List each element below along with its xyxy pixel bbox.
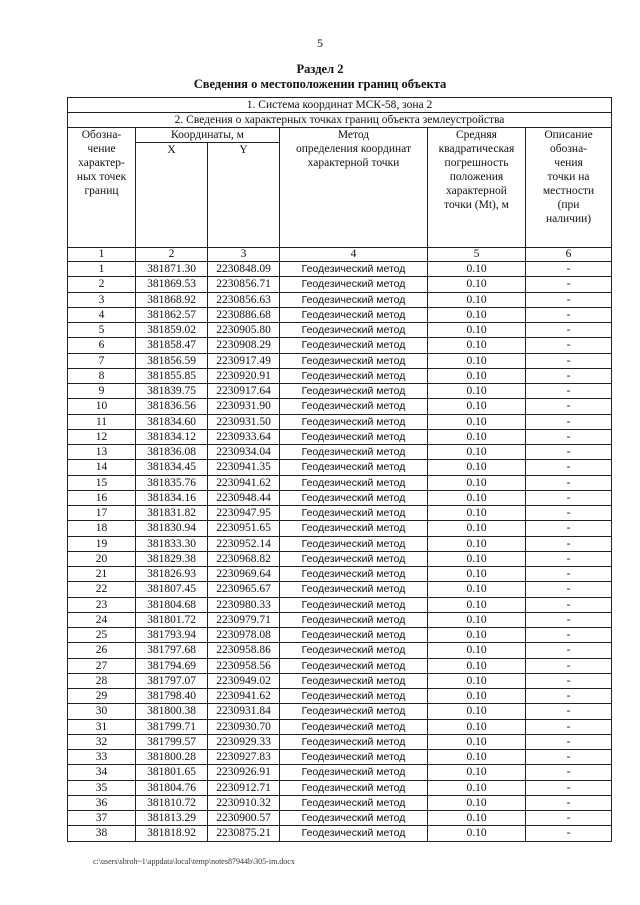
y-coordinate-cell: 2230949.02 [208,673,280,688]
point-number-cell: 2 [68,277,136,292]
method-cell: Геодезический метод [280,826,428,841]
point-number-cell: 4 [68,307,136,322]
description-cell: - [526,292,612,307]
table-row [68,597,612,612]
method-cell: Геодезический метод [280,719,428,734]
x-coordinate-cell: 381829.38 [136,551,208,566]
point-number-cell: 9 [68,384,136,399]
point-number-cell: 31 [68,719,136,734]
point-number-cell: 14 [68,460,136,475]
table-row [68,826,612,841]
description-cell: - [526,567,612,582]
x-coordinate-cell: 381834.60 [136,414,208,429]
y-coordinate-cell: 2230934.04 [208,445,280,460]
table-row [68,780,612,795]
y-coordinate-cell: 2230978.08 [208,628,280,643]
table-row [68,704,612,719]
table-row [68,582,612,597]
method-cell: Геодезический метод [280,536,428,551]
description-cell: - [526,506,612,521]
x-coordinate-cell: 381794.69 [136,658,208,673]
table-row [68,658,612,673]
error-cell: 0.10 [428,368,526,383]
method-cell: Геодезический метод [280,307,428,322]
boundary-points-table [67,97,612,842]
table-row [68,689,612,704]
error-cell: 0.10 [428,323,526,338]
method-cell: Геодезический метод [280,567,428,582]
header-x: X [136,143,208,248]
error-cell: 0.10 [428,811,526,826]
x-coordinate-cell: 381810.72 [136,795,208,810]
method-cell: Геодезический метод [280,399,428,414]
error-cell: 0.10 [428,490,526,505]
point-number-cell: 26 [68,643,136,658]
y-coordinate-cell: 2230941.62 [208,475,280,490]
point-number-cell: 19 [68,536,136,551]
y-coordinate-cell: 2230927.83 [208,750,280,765]
x-coordinate-cell: 381804.76 [136,780,208,795]
method-cell: Геодезический метод [280,673,428,688]
point-number-cell: 10 [68,399,136,414]
x-coordinate-cell: 381839.75 [136,384,208,399]
y-coordinate-cell: 2230856.63 [208,292,280,307]
y-coordinate-cell: 2230856.71 [208,277,280,292]
x-coordinate-cell: 381836.56 [136,399,208,414]
method-cell: Геодезический метод [280,628,428,643]
description-cell: - [526,750,612,765]
y-coordinate-cell: 2230931.90 [208,399,280,414]
x-coordinate-cell: 381834.16 [136,490,208,505]
table-row [68,460,612,475]
error-cell: 0.10 [428,628,526,643]
y-coordinate-cell: 2230951.65 [208,521,280,536]
error-cell: 0.10 [428,445,526,460]
y-coordinate-cell: 2230875.21 [208,826,280,841]
x-coordinate-cell: 381834.45 [136,460,208,475]
x-coordinate-cell: 381801.65 [136,765,208,780]
y-coordinate-cell: 2230908.29 [208,338,280,353]
point-number-cell: 29 [68,689,136,704]
method-cell: Геодезический метод [280,765,428,780]
error-cell: 0.10 [428,780,526,795]
y-coordinate-cell: 2230905.80 [208,323,280,338]
description-cell: - [526,826,612,841]
y-coordinate-cell: 2230947.95 [208,506,280,521]
table-row [68,551,612,566]
x-coordinate-cell: 381799.57 [136,734,208,749]
point-number-cell: 1 [68,262,136,277]
x-coordinate-cell: 381793.94 [136,628,208,643]
y-coordinate-cell: 2230979.71 [208,612,280,627]
x-coordinate-cell: 381856.59 [136,353,208,368]
y-coordinate-cell: 2230917.49 [208,353,280,368]
description-cell: - [526,490,612,505]
point-number-cell: 23 [68,597,136,612]
description-cell: - [526,795,612,810]
table-row [68,368,612,383]
table-row [68,521,612,536]
x-coordinate-cell: 381804.68 [136,597,208,612]
x-coordinate-cell: 381835.76 [136,475,208,490]
description-cell: - [526,811,612,826]
error-cell: 0.10 [428,643,526,658]
table-row [68,399,612,414]
point-number-cell: 30 [68,704,136,719]
description-cell: - [526,765,612,780]
y-coordinate-cell: 2230958.56 [208,658,280,673]
error-cell: 0.10 [428,734,526,749]
error-cell: 0.10 [428,338,526,353]
description-cell: - [526,551,612,566]
error-cell: 0.10 [428,567,526,582]
column-number: 3 [208,248,280,262]
error-cell: 0.10 [428,551,526,566]
description-cell: - [526,643,612,658]
method-cell: Геодезический метод [280,353,428,368]
error-cell: 0.10 [428,795,526,810]
x-coordinate-cell: 381801.72 [136,612,208,627]
description-cell: - [526,521,612,536]
table-row [68,490,612,505]
table-row [68,292,612,307]
description-cell: - [526,689,612,704]
y-coordinate-cell: 2230886.68 [208,307,280,322]
table-row [68,506,612,521]
error-cell: 0.10 [428,689,526,704]
x-coordinate-cell: 381836.08 [136,445,208,460]
section-subtitle: Сведения о местоположении границ объекта [193,77,447,91]
points-info-row: 2. Сведения о характерных точках границ объекта землеустройства [68,113,612,128]
description-cell: - [526,445,612,460]
y-coordinate-cell: 2230933.64 [208,429,280,444]
error-cell: 0.10 [428,704,526,719]
error-cell: 0.10 [428,582,526,597]
method-cell: Геодезический метод [280,780,428,795]
point-number-cell: 15 [68,475,136,490]
description-cell: - [526,719,612,734]
header-designation: Обозна- чение характер- ных точек границ [68,128,136,248]
x-coordinate-cell: 381868.92 [136,292,208,307]
y-coordinate-cell: 2230929.33 [208,734,280,749]
table-row [68,734,612,749]
description-cell: - [526,780,612,795]
y-coordinate-cell: 2230931.84 [208,704,280,719]
table-row [68,750,612,765]
header-y: Y [208,143,280,248]
point-number-cell: 37 [68,811,136,826]
method-cell: Геодезический метод [280,292,428,307]
y-coordinate-cell: 2230941.62 [208,689,280,704]
point-number-cell: 7 [68,353,136,368]
point-number-cell: 8 [68,368,136,383]
x-coordinate-cell: 381798.40 [136,689,208,704]
table-row [68,307,612,322]
description-cell: - [526,582,612,597]
description-cell: - [526,536,612,551]
x-coordinate-cell: 381862.57 [136,307,208,322]
error-cell: 0.10 [428,719,526,734]
description-cell: - [526,414,612,429]
description-cell: - [526,323,612,338]
method-cell: Геодезический метод [280,506,428,521]
error-cell: 0.10 [428,399,526,414]
error-cell: 0.10 [428,384,526,399]
description-cell: - [526,673,612,688]
table-row [68,475,612,490]
x-coordinate-cell: 381871.30 [136,262,208,277]
point-number-cell: 27 [68,658,136,673]
method-cell: Геодезический метод [280,445,428,460]
error-cell: 0.10 [428,750,526,765]
column-number: 5 [428,248,526,262]
method-cell: Геодезический метод [280,277,428,292]
table-row [68,612,612,627]
method-cell: Геодезический метод [280,704,428,719]
table-row [68,673,612,688]
y-coordinate-cell: 2230948.44 [208,490,280,505]
point-number-cell: 33 [68,750,136,765]
point-number-cell: 36 [68,795,136,810]
method-cell: Геодезический метод [280,475,428,490]
description-cell: - [526,384,612,399]
description-cell: - [526,277,612,292]
table-row [68,719,612,734]
section-title: Раздел 2 [296,62,344,76]
y-coordinate-cell: 2230952.14 [208,536,280,551]
table-row [68,445,612,460]
error-cell: 0.10 [428,765,526,780]
x-coordinate-cell: 381807.45 [136,582,208,597]
method-cell: Геодезический метод [280,734,428,749]
table-row [68,765,612,780]
description-cell: - [526,734,612,749]
table-row [68,567,612,582]
method-cell: Геодезический метод [280,750,428,765]
table-row [68,353,612,368]
y-coordinate-cell: 2230912.71 [208,780,280,795]
x-coordinate-cell: 381855.85 [136,368,208,383]
header-description: Описание обозна- чения точки на местности (при наличии) [526,128,612,248]
point-number-cell: 18 [68,521,136,536]
header-method: Метод определения координат характерной точки [280,128,428,248]
x-coordinate-cell: 381826.93 [136,567,208,582]
point-number-cell: 13 [68,445,136,460]
table-row [68,811,612,826]
x-coordinate-cell: 381869.53 [136,277,208,292]
description-cell: - [526,658,612,673]
method-cell: Геодезический метод [280,612,428,627]
point-number-cell: 5 [68,323,136,338]
column-number: 1 [68,248,136,262]
point-number-cell: 22 [68,582,136,597]
description-cell: - [526,597,612,612]
y-coordinate-cell: 2230917.64 [208,384,280,399]
error-cell: 0.10 [428,597,526,612]
column-number-row [68,248,612,262]
table-row [68,628,612,643]
y-coordinate-cell: 2230969.64 [208,567,280,582]
description-cell: - [526,460,612,475]
method-cell: Геодезический метод [280,323,428,338]
y-coordinate-cell: 2230980.33 [208,597,280,612]
y-coordinate-cell: 2230958.86 [208,643,280,658]
error-cell: 0.10 [428,536,526,551]
x-coordinate-cell: 381818.92 [136,826,208,841]
point-number-cell: 6 [68,338,136,353]
coordinate-system-row: 1. Система координат МСК-58, зона 2 [68,98,612,113]
x-coordinate-cell: 381859.02 [136,323,208,338]
y-coordinate-cell: 2230900.57 [208,811,280,826]
description-cell: - [526,353,612,368]
y-coordinate-cell: 2230848.09 [208,262,280,277]
header-error: Средняя квадратическая погрешность положения характерной точки (Mt), м [428,128,526,248]
table-row [68,323,612,338]
x-coordinate-cell: 381800.38 [136,704,208,719]
y-coordinate-cell: 2230920.91 [208,368,280,383]
x-coordinate-cell: 381833.30 [136,536,208,551]
table-row [68,414,612,429]
x-coordinate-cell: 381858.47 [136,338,208,353]
point-number-cell: 21 [68,567,136,582]
description-cell: - [526,612,612,627]
point-number-cell: 16 [68,490,136,505]
description-cell: - [526,338,612,353]
point-number-cell: 12 [68,429,136,444]
description-cell: - [526,429,612,444]
point-number-cell: 38 [68,826,136,841]
error-cell: 0.10 [428,292,526,307]
column-number: 2 [136,248,208,262]
error-cell: 0.10 [428,262,526,277]
description-cell: - [526,475,612,490]
description-cell: - [526,368,612,383]
x-coordinate-cell: 381797.68 [136,643,208,658]
method-cell: Геодезический метод [280,795,428,810]
method-cell: Геодезический метод [280,368,428,383]
point-number-cell: 32 [68,734,136,749]
table-row [68,384,612,399]
error-cell: 0.10 [428,460,526,475]
description-cell: - [526,262,612,277]
description-cell: - [526,399,612,414]
point-number-cell: 24 [68,612,136,627]
method-cell: Геодезический метод [280,521,428,536]
y-coordinate-cell: 2230968.82 [208,551,280,566]
method-cell: Геодезический метод [280,338,428,353]
method-cell: Геодезический метод [280,689,428,704]
x-coordinate-cell: 381834.12 [136,429,208,444]
x-coordinate-cell: 381813.29 [136,811,208,826]
method-cell: Геодезический метод [280,262,428,277]
table-row [68,536,612,551]
error-cell: 0.10 [428,521,526,536]
footer-file-path: c:\users\sbroh~1\appdata\local\temp\notes87944b\305-im.docx [93,857,295,866]
method-cell: Геодезический метод [280,429,428,444]
method-cell: Геодезический метод [280,811,428,826]
point-number-cell: 28 [68,673,136,688]
y-coordinate-cell: 2230965.67 [208,582,280,597]
method-cell: Геодезический метод [280,490,428,505]
point-number-cell: 11 [68,414,136,429]
error-cell: 0.10 [428,673,526,688]
column-number: 6 [526,248,612,262]
error-cell: 0.10 [428,658,526,673]
error-cell: 0.10 [428,506,526,521]
error-cell: 0.10 [428,353,526,368]
table-row [68,338,612,353]
error-cell: 0.10 [428,826,526,841]
table-row [68,429,612,444]
table-row [68,277,612,292]
method-cell: Геодезический метод [280,460,428,475]
description-cell: - [526,704,612,719]
method-cell: Геодезический метод [280,414,428,429]
error-cell: 0.10 [428,429,526,444]
header-coordinates: Координаты, м [136,128,280,143]
table-row [68,262,612,277]
x-coordinate-cell: 381830.94 [136,521,208,536]
point-number-cell: 17 [68,506,136,521]
x-coordinate-cell: 381799.71 [136,719,208,734]
point-number-cell: 35 [68,780,136,795]
x-coordinate-cell: 381800.28 [136,750,208,765]
method-cell: Геодезический метод [280,658,428,673]
method-cell: Геодезический метод [280,384,428,399]
y-coordinate-cell: 2230910.32 [208,795,280,810]
table-row [68,643,612,658]
table-row [68,795,612,810]
description-cell: - [526,307,612,322]
page-number: 5 [317,36,323,50]
point-number-cell: 34 [68,765,136,780]
y-coordinate-cell: 2230930.70 [208,719,280,734]
error-cell: 0.10 [428,277,526,292]
method-cell: Геодезический метод [280,551,428,566]
y-coordinate-cell: 2230926.91 [208,765,280,780]
y-coordinate-cell: 2230931.50 [208,414,280,429]
point-number-cell: 20 [68,551,136,566]
method-cell: Геодезический метод [280,582,428,597]
column-number: 4 [280,248,428,262]
y-coordinate-cell: 2230941.35 [208,460,280,475]
x-coordinate-cell: 381797.07 [136,673,208,688]
description-cell: - [526,628,612,643]
point-number-cell: 3 [68,292,136,307]
error-cell: 0.10 [428,475,526,490]
error-cell: 0.10 [428,307,526,322]
method-cell: Геодезический метод [280,643,428,658]
x-coordinate-cell: 381831.82 [136,506,208,521]
error-cell: 0.10 [428,414,526,429]
point-number-cell: 25 [68,628,136,643]
error-cell: 0.10 [428,612,526,627]
method-cell: Геодезический метод [280,597,428,612]
